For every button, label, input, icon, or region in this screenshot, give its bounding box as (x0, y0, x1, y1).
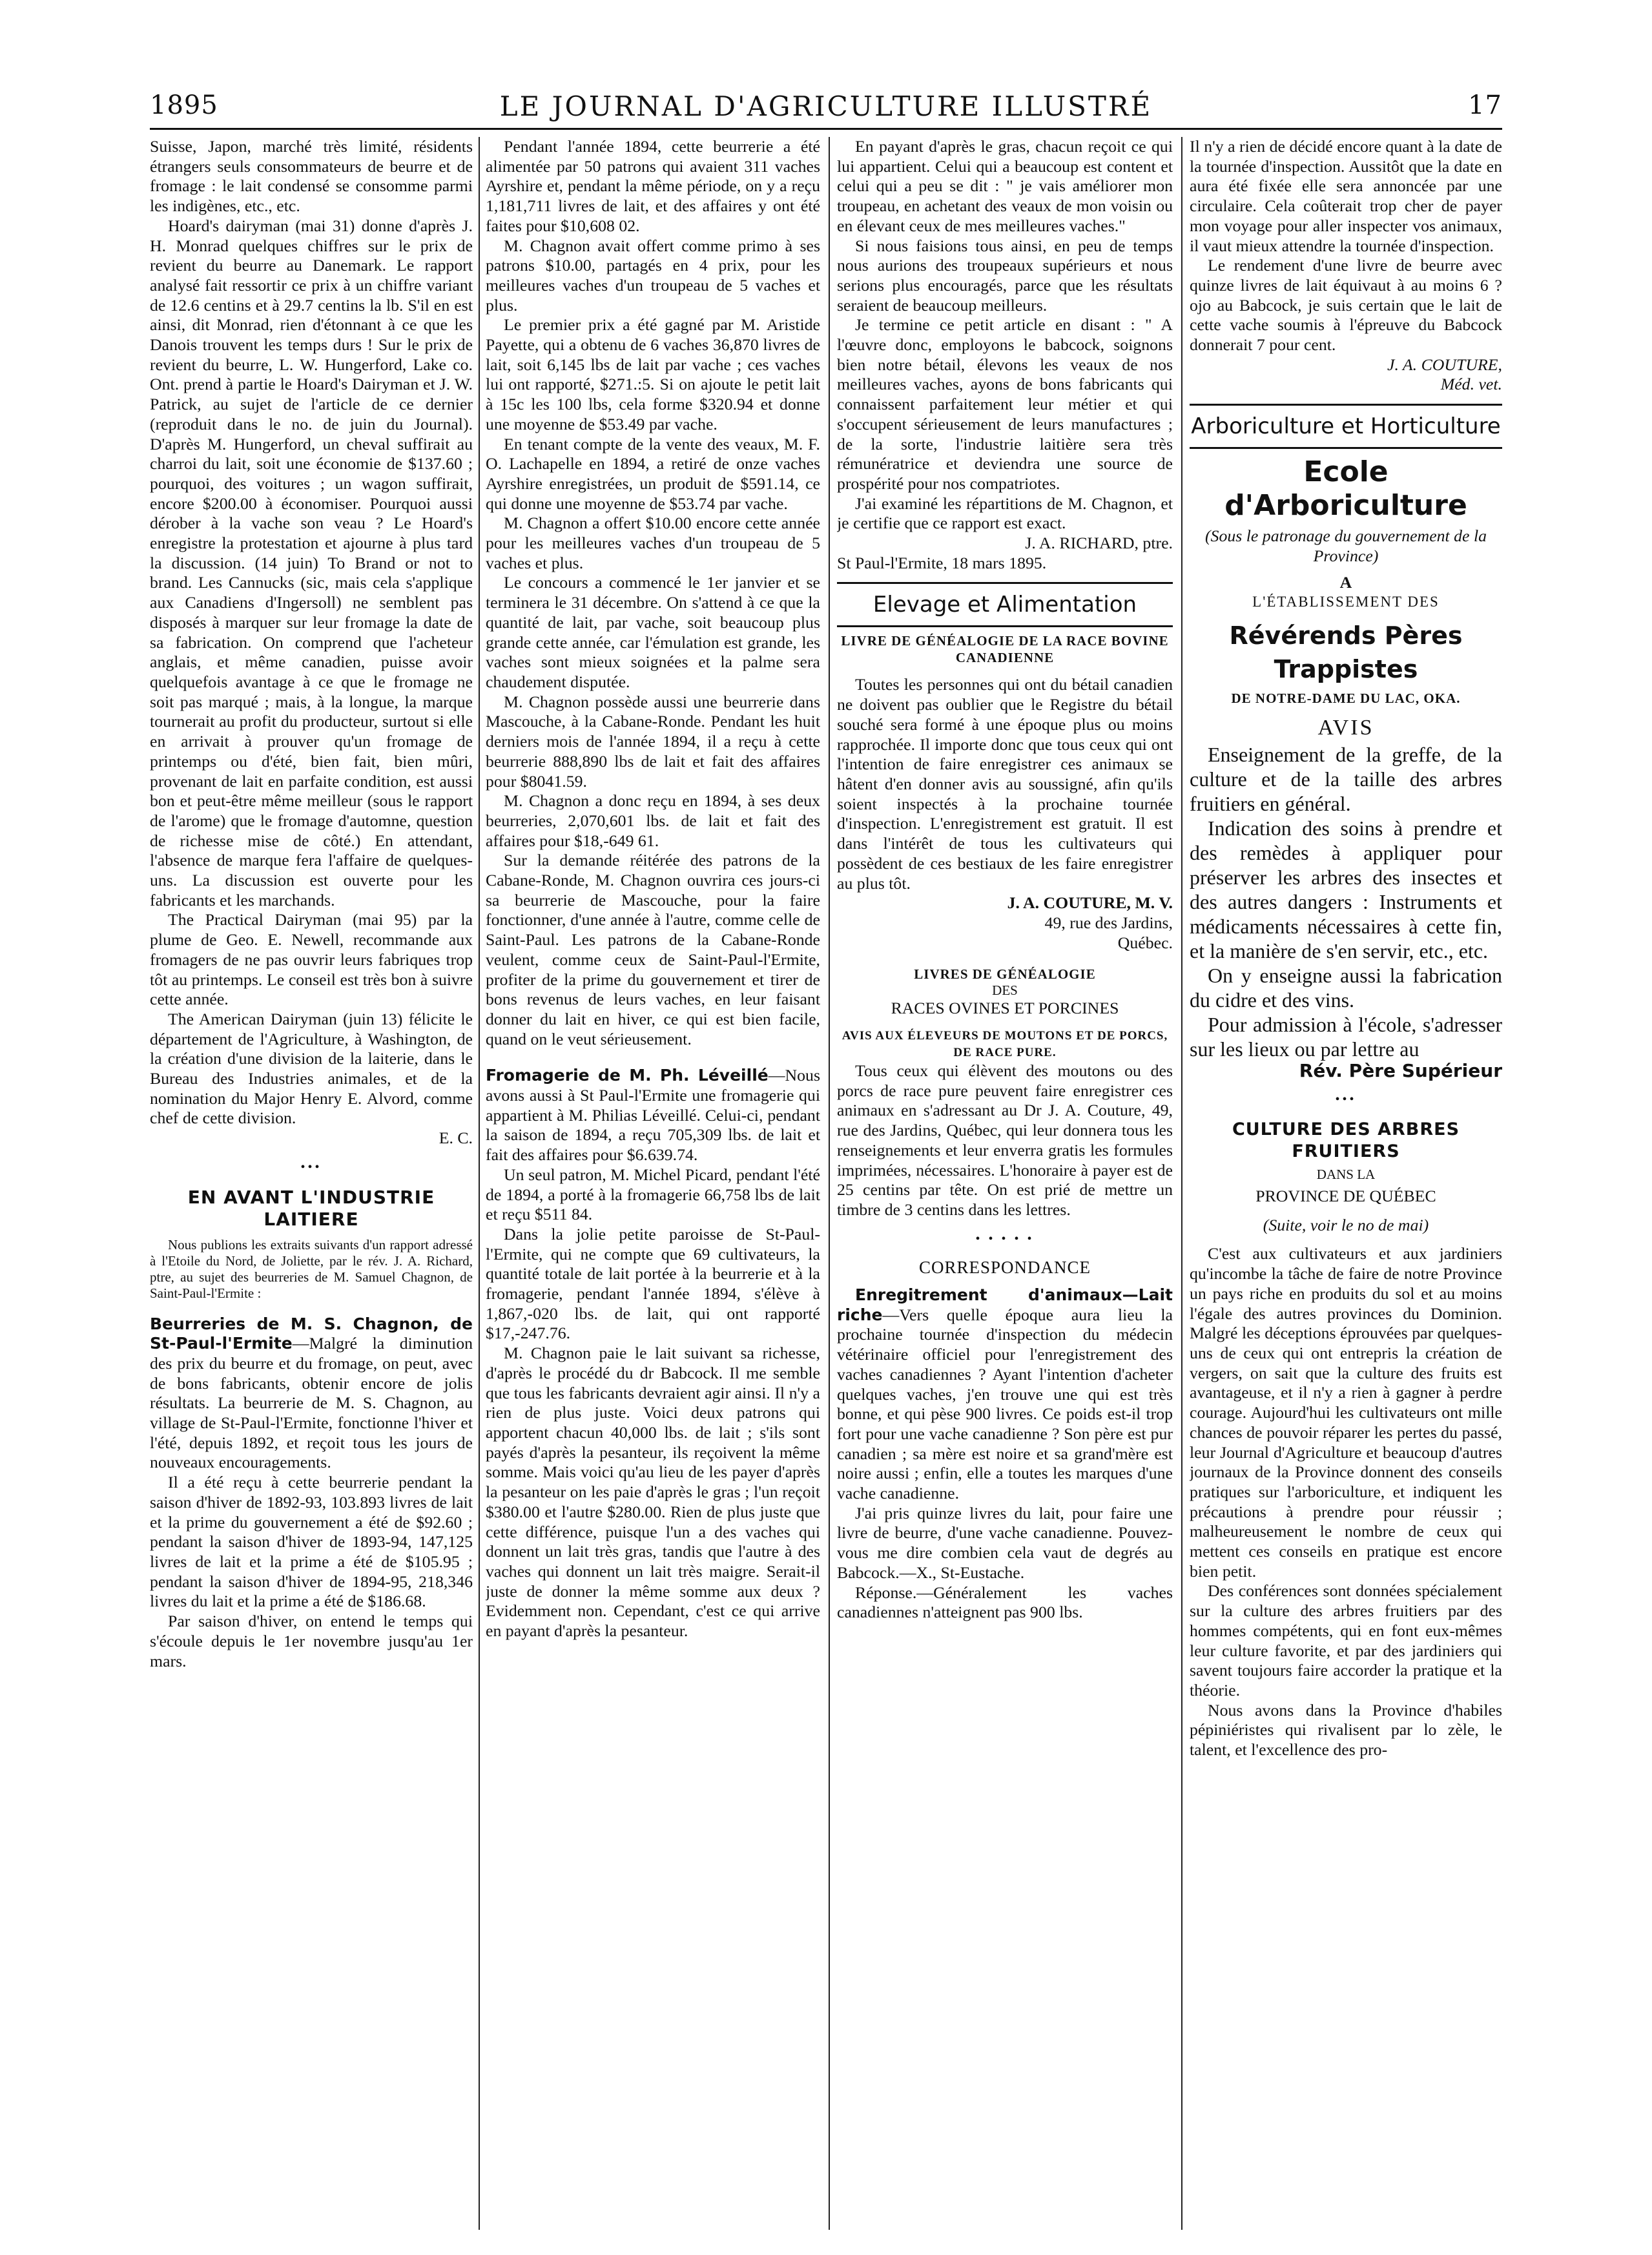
article-paragraph: M. Chagnon avait offert comme primo à ses patrons $10.00, partagés en 4 prix, pour les meilleures vaches d'un troupeau de 5 vaches et plus. (486, 236, 820, 315)
article-paragraph: En tenant compte de la vente des veaux, M. F. O. Lachapelle en 1894, a retiré de onze vaches Ayrshire enregistrées, un produit de $591.14, ce qui donne une moyenne de $53.74 par vache. (486, 434, 820, 513)
advert-title: Révérends Pères Trappistes (1229, 621, 1463, 683)
section-heading: EN AVANT L'INDUSTRIE LAITIERE (187, 1186, 435, 1230)
article-paragraph: Suisse, Japon, marché très limité, résidents étrangers seuls consommateurs de beurre et de fromage : le lait condensé se consomme parmi les indigènes, etc., etc. (150, 137, 473, 216)
article-paragraph (150, 1315, 473, 1473)
advert-line: L'ÉTABLISSEMENT DES (1252, 594, 1440, 610)
advert-subtitle: (Sous le patronage du gouvernement de la Province) (1204, 526, 1487, 565)
article-paragraph: Pendant l'année 1894, cette beurrerie a été alimentée par 50 patrons qui avaient 311 vaches Ayrshire et, pendant la même période, on y a reçu 1,181,711 livres de lait, et des affaires y ont été faites pour $10,608 02. (486, 137, 820, 235)
article-signature: E. C. (439, 1128, 473, 1148)
column-4 (1190, 137, 1502, 2230)
article-paragraph: Dans la jolie petite paroisse de St-Paul-l'Ermite, qui ne compte que 69 cultivateurs, la quantité totale de lait portée à la beurrerie et à la fromagerie, pendant l'année 1894, s'élève à 1,867,-020 lbs. de lait, qui ont rapporté $17,-247.76. (486, 1224, 820, 1343)
article-paragraph: Réponse.—Généralement les vaches canadiennes n'atteignent pas 900 lbs. (837, 1583, 1173, 1622)
article-paragraph (486, 1066, 820, 1165)
article-paragraph: M. Chagnon a donc reçu en 1894, à ses deux beurreries, 2,070,601 lbs. de lait et fait des affaires pour $18,-649 61. (486, 791, 820, 850)
column-2 (486, 137, 820, 2230)
address-line: 49, rue des Jardins, (1044, 913, 1173, 932)
section-heading: CORRESPONDANCE (918, 1258, 1091, 1278)
article-paragraph: The American Dairyman (juin 13) félicite le département de l'Agriculture, à Washington, de la création d'une division de la laiterie, dans le Bureau des Industries animales, et de la nomination du Major Henry E. Alvord, comme chef de cette division. (150, 1009, 473, 1128)
article-paragraph: M. Chagnon a offert $10.00 encore cette année pour les meilleures vaches d'un troupeau de 5 vaches et plus. (486, 514, 820, 572)
column-divider (1181, 137, 1182, 2230)
article-paragraph: Je termine ce petit article en disant : " A l'œuvre donc, employons le babcock, soignons bien notre bétail, élevons les veaux de nos meilleures vaches, ayons de bons fabricants qui connaissent parfaitement leur métier et qui s'occupent sérieusement de leurs manufactures ; de la sorte, l'industrie laitière sera très rémunératrice et deviendra une source de prospérité pour nos compatriotes. (837, 315, 1173, 493)
address-line: Québec. (1117, 933, 1173, 952)
section-heading: LIVRE DE GÉNÉALOGIE DE LA RACE BOVINE CANADIENNE (841, 633, 1169, 666)
section-banner: Elevage et Alimentation (837, 582, 1173, 627)
page-number: 17 (1468, 90, 1502, 120)
article-paragraph: J'ai examiné les répartitions de M. Chagnon, et je certifie que ce rapport est exact. (837, 494, 1173, 533)
article-paragraph: C'est aux cultivateurs et aux jardiniers qu'incombe la tâche de faire de notre Province un pays riche en produits du sol et au moins l'égale des autres provinces du Dominion. Malgré les déceptions éprouvées par quelques-uns de ceux qui ont entrepris la création de vergers, on sait que la culture des fruits est avantageuse, et il n'y a rien à gagner à perdre courage. Aujourd'hui les cultivateurs ont mille chances de pouvoir réparer les pertes du passé, leur Journal d'Agriculture et beaucoup d'autres journaux de la Province donnent des conseils pratiques sur l'arboriculture, et indiquent les précautions à prendre pour réussir ; malheureusement le nombre de ceux qui mettent ces conseils en pratique est encore bien petit. (1190, 1244, 1502, 1581)
column-divider (479, 137, 480, 2230)
notice-heading: AVIS AUX ÉLEVEURS DE MOUTONS ET DE PORCS, DE RACE PURE. (841, 1029, 1168, 1060)
header-year: 1895 (150, 90, 218, 120)
page-header (150, 90, 1502, 129)
article-signature: J. A. COUTURE, (1387, 355, 1502, 374)
run-in-heading: Fromagerie de M. Ph. Léveillé (486, 1066, 769, 1085)
column-1 (150, 137, 473, 2230)
section-heading: LIVRES DE GÉNÉALOGIE (914, 966, 1096, 982)
advert-subtitle: DE NOTRE-DAME DU LAC, OKA. (1231, 690, 1461, 706)
article-signature: J. A. COUTURE, M. V. (1007, 893, 1173, 913)
continuation-note: (Suite, voir le no de mai) (1263, 1215, 1429, 1234)
advert-contact: Rév. Père Supérieur (1299, 1059, 1502, 1081)
article-paragraph: Hoard's dairyman (mai 31) donne d'après J. H. Monrad quelques chiffres sur le prix de revient du beurre au Danemark. Le rapport analysé fait ressortir ce prix à un chiffre variant de 12.6 centins et à 29.7 centins la lb. S'il en est ainsi, dit Monrad, rien d'étonnant à ce que les Danois trouvent les temps durs ! Sur le prix de revient du beurre, L. W. Hungerford, Lake co. Ont. prend à partie le Hoard's Dairyman et J. W. Patrick, au sujet de l'article de ce dernier (reproduit dans le no. de juin du Journal). D'après M. Hungerford, un cheval suffirait au charroi du lait, soit une économie de $137.60 ; pourquoi, des voitures ; un wagon suffirait, encore $200.00 à économiser. Pourquoi aussi dérober à la vache son veau ? Le Hoard's enregistre la protestation et ajourne à plus tard la discussion. (14 juin) To Brand or not to brand. Les Cannucks (sic, mais cela s'applique aux Canadiens d'Ingersoll) ne semblent pas disposés à marquer sur leur fromage la date de sa fabrication. On comprend que l'acheteur anglais, et même canadien, puisse avoir quelquefois avantage à ce que le fromage ne soit pas marqué ; mais, à la longue, la marque tournerait au profit du producteur, surtout si elle en arrivait à prouver qu'un fromage de printemps ou d'été, bien fait, bien mûri, provenant de lait en parfaite condition, est aussi bon et peut-être même meilleur (sous le rapport de l'arome) que le fromage d'automne, question de richesse mise de côté.) En attendant, l'absence de marque fera l'affaire de quelques-uns. La discussion est ouverte pour les fabricants et les marchands. (150, 216, 473, 909)
section-heading-line: PROVINCE DE QUÉBEC (1255, 1187, 1436, 1206)
article-paragraph: J'ai pris quinze livres du lait, pour faire une livre de beurre, d'une vache canadienne. Pouvez-vous me dire combien cela vaut de degrés au Babcock.—X., St-Eustache. (837, 1503, 1173, 1582)
article-paragraph: Un seul patron, M. Michel Picard, pendant l'été de 1894, a porté à la fromagerie 66,758 lbs de lait et reçu $511 84. (486, 1165, 820, 1224)
journal-title: LE JOURNAL D'AGRICULTURE ILLUSTRÉ (499, 90, 1153, 122)
article-paragraph: Tous ceux qui élèvent des moutons ou des porcs de race pure peuvent faire enregistrer ces animaux en s'adressant au Dr J. A. Couture, 49, rue des Jardins, Québec, qui leur donnera tous les renseignements et leur enverra gratis les formules imprimées, nécessaires. L'honoraire à payer est de 25 centins par tête. On est prié de mettre un timbre de 3 centins dans les lettres. (837, 1061, 1173, 1219)
article-paragraph: Des conférences sont données spécialement sur la culture des arbres fruitiers par des hommes compétents, qui en font eux-mêmes leur culture favorite, et par des jardiniers qui savent toujours faire accorder la pratique et la théorie. (1190, 1581, 1502, 1699)
article-paragraph: En payant d'après le gras, chacun reçoit ce qui lui appartient. Celui qui a beaucoup est content et celui qui a peu se dit : " je vais améliorer mon troupeau, en achetant des veaux de mon voisin ou en élevant ceux de mes meilleures vaches." (837, 137, 1173, 235)
article-place-date: St Paul-l'Ermite, 18 mars 1895. (837, 553, 1047, 572)
article-paragraph: Toutes les personnes qui ont du bétail canadien ne doivent pas oublier que le Registre du bétail souché sera formé à une époque plus ou moins rapprochée. Il importe donc que tous ceux qui ont l'intention de faire enregistrer ces animaux se hâtent d'en donner avis au soussigné, afin qu'ils soient inspectés à la prochaine tournée d'inspection. L'enregistrement est gratuit. Il est dans l'intérêt de tous les cultivateurs qui possèdent de ces bestiaux de les faire enregistrer au plus tôt. (837, 675, 1173, 893)
advert-line: A (1339, 572, 1352, 592)
column-divider (829, 137, 830, 2230)
article-paragraph: Si nous faisions tous ainsi, en peu de temps nous aurions des troupeaux supérieurs et nous serions plus encouragés, parce que les résultats seraient de beaucoup meilleurs. (837, 236, 1173, 315)
run-in-heading: Beurreries de M. S. Chagnon, de St-Paul-l'Ermite (150, 1314, 473, 1353)
advert-paragraph: On y enseigne aussi la fabrication du cidre et des vins. (1190, 963, 1502, 1012)
article-paragraph: Sur la demande réitérée des patrons de la Cabane-Ronde, M. Chagnon ouvrira ces jours-ci sa beurrerie de Mascouche, pour la faire fonctionner, d'une année à l'autre, comme celle de Saint-Paul. Les patrons de la Cabane-Ronde veulent, comme ceux de Saint-Paul-l'Ermite, profiter de la prime du gouvernement et tirer de bons revenus de leurs vaches, en leur faisant donner du lait en hiver, ce qui est bien facile, quand on le veut sérieusement. (486, 851, 820, 1048)
article-paragraph: M. Chagnon paie le lait suivant sa richesse, d'après le procédé du dr Babcock. Il me semble que tous les fabricants devraient agir ainsi. Il n'y a rien de plus juste. Voici deux patrons qui apportent chacun 40,000 lbs. de lait ; s'ils sont payés d'après la pesanteur, ils reçoivent la même somme. Mais voici qu'au lieu de les payer d'après la pesanteur on les paie d'après le gras ; l'un reçoit $380.00 et l'autre $280.00. Rien de plus juste que cette différence, puisque l'un a des vaches qui donnent un lait très gras, tandis que l'autre à des vaches qui donnent un lait très maigre. Serait-il juste de donner la même somme aux deux ? Evidemment non. Cependant, c'est ce qui arrive en payant d'après la pesanteur. (486, 1344, 820, 1641)
article-signature-title: Méd. vet. (1440, 375, 1502, 394)
section-separator: ••• (300, 1159, 322, 1174)
section-banner: Arboriculture et Horticulture (1190, 404, 1502, 449)
run-in-text: —Nous avons aussi à St Paul-l'Ermite une fromagerie qui appartient à M. Philias Léveillé. Celui-ci, pendant la saison de 1894, a reçu 705,309 lbs. de lait et fait des affaires pour $6.639.74. (486, 1066, 820, 1165)
advert-paragraph: Enseignement de la greffe, de la culture et de la taille des arbres fruitiers en général. (1190, 742, 1502, 815)
article-paragraph: Le rendement d'une livre de beurre avec quinze livres de lait équivaut à au moins 6 ? ojo au Babcock, je suis certain que le lait de cette vache soumis à l'épreuve du Babcock donnerait 7 pour cent. (1190, 256, 1502, 355)
run-in-heading: Enregitrement d'animaux—Lait riche (837, 1285, 1173, 1324)
advert-heading: AVIS (1317, 715, 1374, 740)
article-signature: J. A. RICHARD, ptre. (1025, 534, 1173, 553)
article-intro: Nous publions les extraits suivants d'un rapport adressé à l'Etoile du Nord, de Joliette, par le rév. J. A. Richard, ptre, au sujet des beurreries de M. Samuel Chagnon, de Saint-Paul-l'Ermite : (150, 1236, 473, 1301)
article-paragraph: Le concours a commencé le 1er janvier et se terminera le 31 décembre. On s'attend à ce que la quantité de lait, par vache, soit beaucoup plus grande cette année, car l'émulation est grande, les vaches sont mieux soignées et la palme sera chaudement disputée. (486, 573, 820, 691)
section-heading-line: DANS LA (1316, 1167, 1376, 1183)
advert-paragraph: Pour admission à l'école, s'adresser sur les lieux ou par lettre au (1190, 1012, 1502, 1061)
run-in-text: —Malgré la diminution des prix du beurre et du fromage, on peut, avec de bons fabricants, obtenir encore de jolis résultats. La beurrerie de M. S. Chagnon, au village de St-Paul-l'Ermite, fonctionne l'hiver et l'été, depuis 1892, et reçoit tous les jours de nouveaux encouragements. (150, 1334, 473, 1472)
run-in-text: —Vers quelle époque aura lieu la prochaine tournée d'inspection du médecin vétérinaire officiel pour l'enregistrement des vaches canadiennes ? Ayant l'intention d'acheter quelques vaches, j'en trouve une qui est très bonne, et qui pèse 900 livres. Ce poids est-il trop fort pour une vache canadienne ? Son père est pur canadien ; sa mère est noire et sa grand'mère est noire aussi ; enfin, elle a toutes les marques d'une vache canadienne. (837, 1305, 1173, 1503)
column-3 (837, 137, 1173, 2230)
section-separator: • • • • • (975, 1231, 1035, 1246)
article-paragraph: Par saison d'hiver, on entend le temps qui s'écoule depuis le 1er novembre jusqu'au 1er mars. (150, 1612, 473, 1670)
article-paragraph: M. Chagnon possède aussi une beurrerie dans Mascouche, à la Cabane-Ronde. Pendant les huit derniers mois de l'année 1894, il a reçu à cette beurrerie 888,890 lbs de lait et fait des affaires pour $8041.59. (486, 692, 820, 791)
article-paragraph: Le premier prix a été gagné par M. Aristide Payette, qui a obtenu de 6 vaches 36,870 livres de lait, soit 6,145 lbs de lait par vache ; ces vaches lui ont rapporté, $271.:5. Si on ajoute le petit lait à 15c les 100 lbs, cela forme $320.94 et donne une moyenne de $53.49 par vache. (486, 315, 820, 433)
header-rule (150, 128, 1502, 130)
article-paragraph (837, 1285, 1173, 1504)
advert-title: Ecole d'Arboriculture (1224, 455, 1467, 523)
section-heading: CULTURE DES ARBRES FRUITIERS (1232, 1119, 1460, 1162)
section-heading-line: RACES OVINES ET PORCINES (891, 999, 1119, 1018)
article-paragraph: Il n'y a rien de décidé encore quant à la date de la tournée d'inspection. Aussitôt que la date en aura été fixée elle sera annoncée par une circulaire. Cela coûterait trop cher de payer mon voyage pour aller inspecter vos animaux, il vaut mieux attendre la tournée d'inspection. (1190, 137, 1502, 255)
advert-paragraph: Indication des soins à prendre et des remèdes à appliquer pour préserver les arbres des insectes et des autres dangers : Instruments et médicaments nécessaires à cette fin, et la manière de s'en servir, etc., etc. (1190, 816, 1502, 962)
section-heading-line: DES (992, 982, 1018, 999)
article-paragraph: Il a été reçu à cette beurrerie pendant la saison d'hiver de 1892-93, 103.893 livres de lait et la prime du gouvernement a été de $92.60 ; pendant la saison d'hiver de 1893-94, 147,125 livres de lait et la prime a été de $105.95 ; pendant la saison d'hiver de 1894-95, 218,346 livres du lait et la prime a été de $186.68. (150, 1473, 473, 1611)
article-paragraph: The Practical Dairyman (mai 95) par la plume de Geo. E. Newell, recommande aux fromagers de ne pas ouvrir leurs fabriques trop tôt au printemps. Le conseil est très bon à suivre cette année. (150, 910, 473, 1009)
article-paragraph: Nous avons dans la Province d'habiles pépiniéristes qui rivalisent par lo zèle, le talent, et l'excellence des pro- (1190, 1700, 1502, 1760)
section-separator: ••• (1335, 1092, 1357, 1107)
